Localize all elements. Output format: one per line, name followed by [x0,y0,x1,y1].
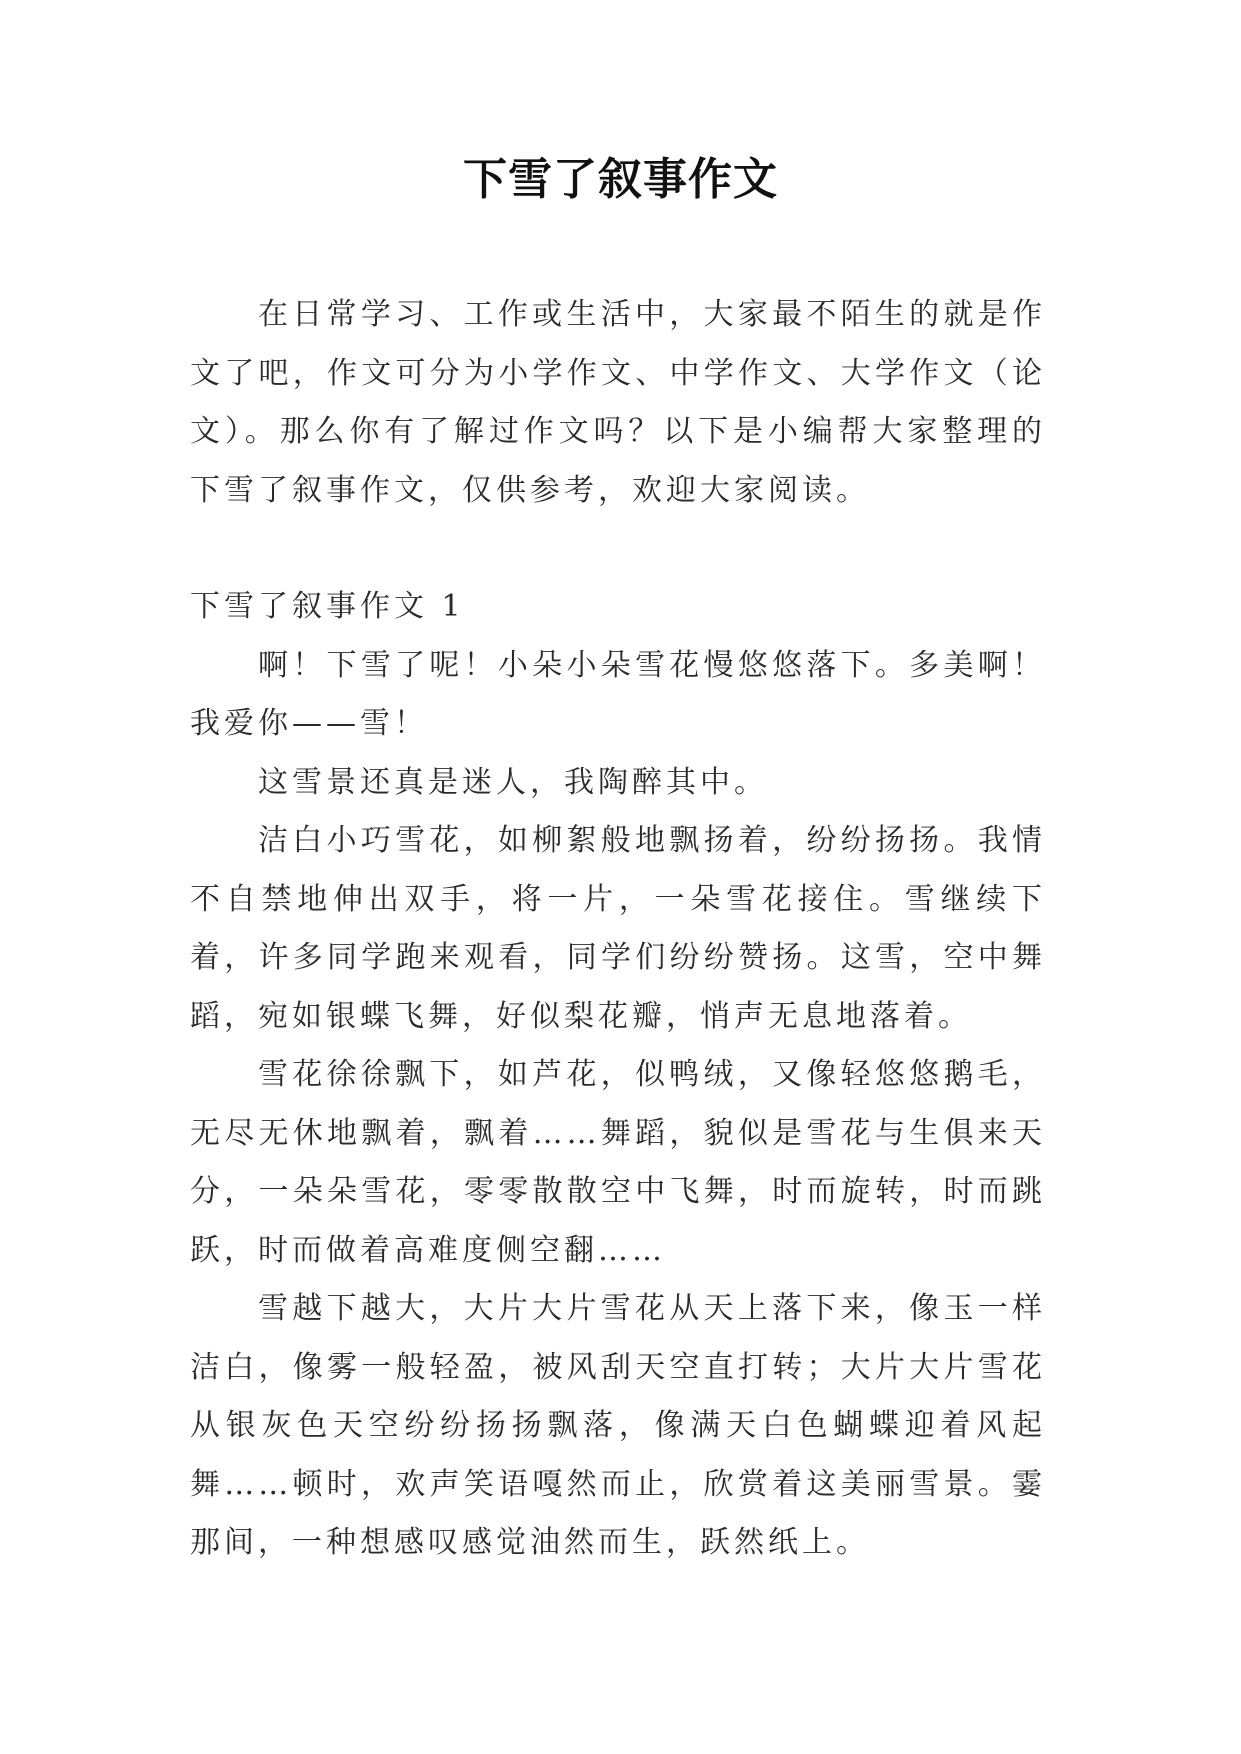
body-paragraph: 这雪景还真是迷人，我陶醉其中。 [258,764,768,800]
document-title: 下雪了叙事作文 [463,154,778,205]
intro-paragraph: 在日常学习、工作或生活中，大家最不陌生的就是作文了吧，作文可分为小学作文、中学作文、大学作文（论文）。那么你有了解过作文吗？以下是小编帮大家整理的下雪了叙事作文，仅供参考，欢迎大家阅读。 [190,297,1046,508]
body-paragraph: 雪越下越大，大片大片雪花从天上落下来，像玉一样洁白，像雾一般轻盈，被风刮天空直打转；大片大片雪花从银灰色天空纷纷扬扬飘落，像满天白色蝴蝶迎着风起舞……顿时，欢声笑语嘎然而止，欣赏着这美丽雪景。霎那间，一种想感叹感觉油然而生，跃然纸上。 [190,1291,1046,1560]
body-paragraph: 啊！下雪了呢！小朵小朵雪花慢悠悠落下。多美啊！我爱你——雪！ [190,647,1046,741]
document-body [190,286,1046,1573]
body-paragraph: 雪花徐徐飘下，如芦花，似鸭绒，又像轻悠悠鹅毛，无尽无休地飘着，飘着……舞蹈，貌似是雪花与生俱来天分，一朵朵雪花，零零散散空中飞舞，时而旋转，时而跳跃，时而做着高难度侧空翻…… [190,1057,1046,1268]
body-paragraph: 洁白小巧雪花，如柳絮般地飘扬着，纷纷扬扬。我情不自禁地伸出双手，将一片，一朵雪花接住。雪继续下着，许多同学跑来观看，同学们纷纷赞扬。这雪，空中舞蹈，宛如银蝶飞舞，好似梨花瓣，悄声无息地落着。 [190,823,1046,1034]
section-heading: 下雪了叙事作文 1 [190,589,465,624]
